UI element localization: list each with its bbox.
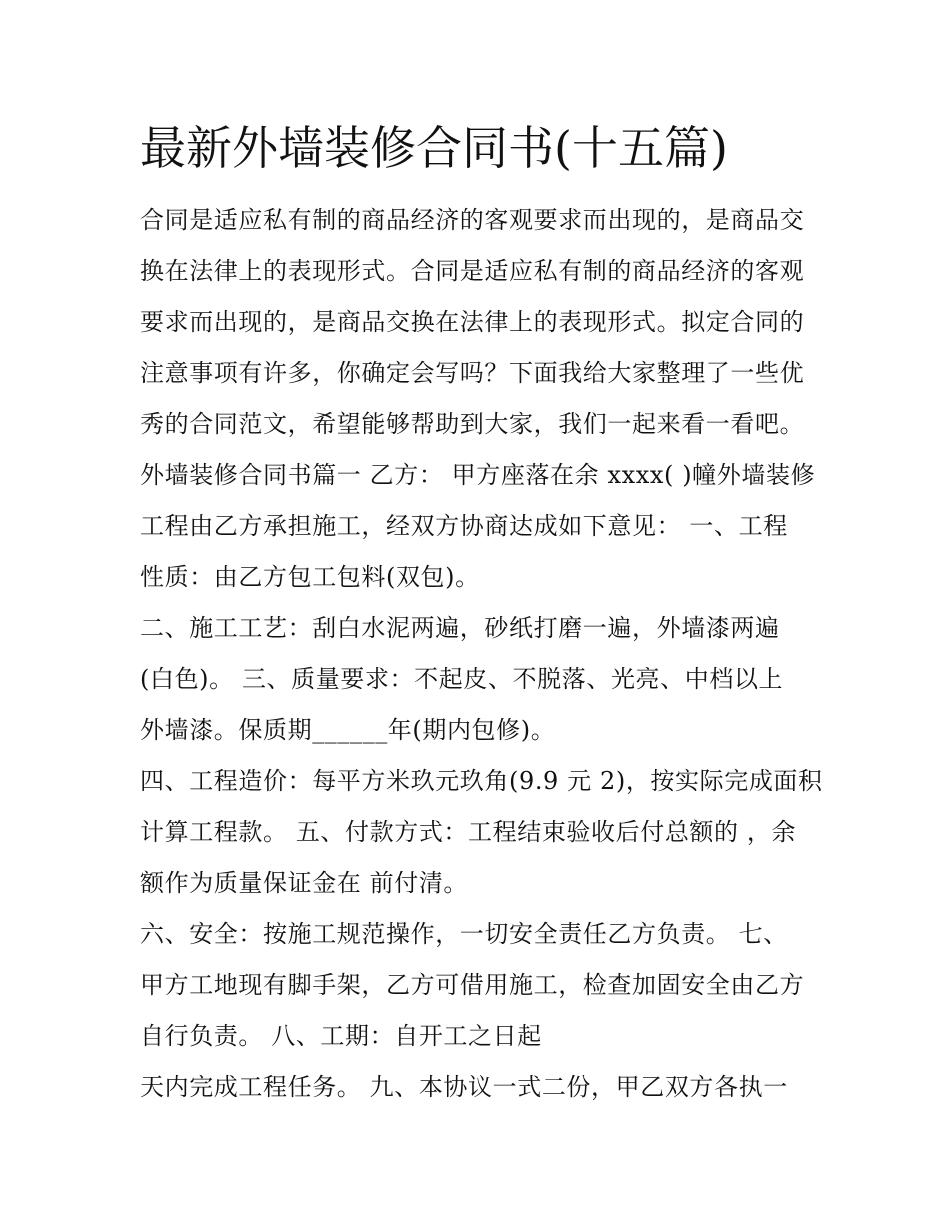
body-line-12: 四、工程造价：每平方米玖元玖角(9.9 元 2)，按实际完成面积 (140, 767, 823, 795)
body-line-9: 二、施工工艺：刮白水泥两遍，砂纸打磨一遍，外墙漆两遍 (140, 614, 780, 642)
body-line-7: 工程由乙方承担施工，经双方协商达成如下意见： 一、工程 (140, 512, 788, 540)
body-line-16: 甲方工地现有脚手架，乙方可借用施工，检查加固安全由乙方 (140, 971, 805, 999)
body-line-2: 换在法律上的表现形式。合同是适应私有制的商品经济的客观 (140, 257, 805, 285)
body-line-14: 额作为质量保证金在 前付清。 (140, 869, 469, 897)
body-line-10: (白色)。 三、质量要求：不起皮、不脱落、光亮、中档以上 (140, 665, 784, 693)
body-line-18: 天内完成工程任务。 九、本协议一式二份，甲乙双方各执一 (140, 1073, 788, 1101)
body-line-3: 要求而出现的，是商品交换在法律上的表现形式。拟定合同的 (140, 308, 805, 336)
body-line-8: 性质：由乙方包工包料(双包)。 (140, 563, 480, 591)
body-line-13: 计算工程款。 五、付款方式：工程结束验收后付总额的 ，余 (140, 818, 797, 846)
document-title: 最新外墙装修合同书(十五篇) (140, 121, 728, 175)
body-line-17: 自行负责。 八、工期：自开工之日起 (140, 1022, 542, 1050)
body-line-6: 外墙装修合同书篇一 乙方： 甲方座落在余 xxxx( )幢外墙装修 (140, 461, 816, 489)
body-line-4: 注意事项有许多，你确定会写吗？下面我给大家整理了一些优 (140, 359, 805, 387)
body-line-1: 合同是适应私有制的商品经济的客观要求而出现的，是商品交 (140, 206, 805, 234)
body-line-5: 秀的合同范文，希望能够帮助到大家，我们一起来看一看吧。 (140, 410, 805, 438)
body-line-11: 外墙漆。保质期______年(期内包修)。 (140, 716, 556, 744)
body-line-15: 六、安全：按施工规范操作，一切安全责任乙方负责。 七、 (140, 920, 788, 948)
